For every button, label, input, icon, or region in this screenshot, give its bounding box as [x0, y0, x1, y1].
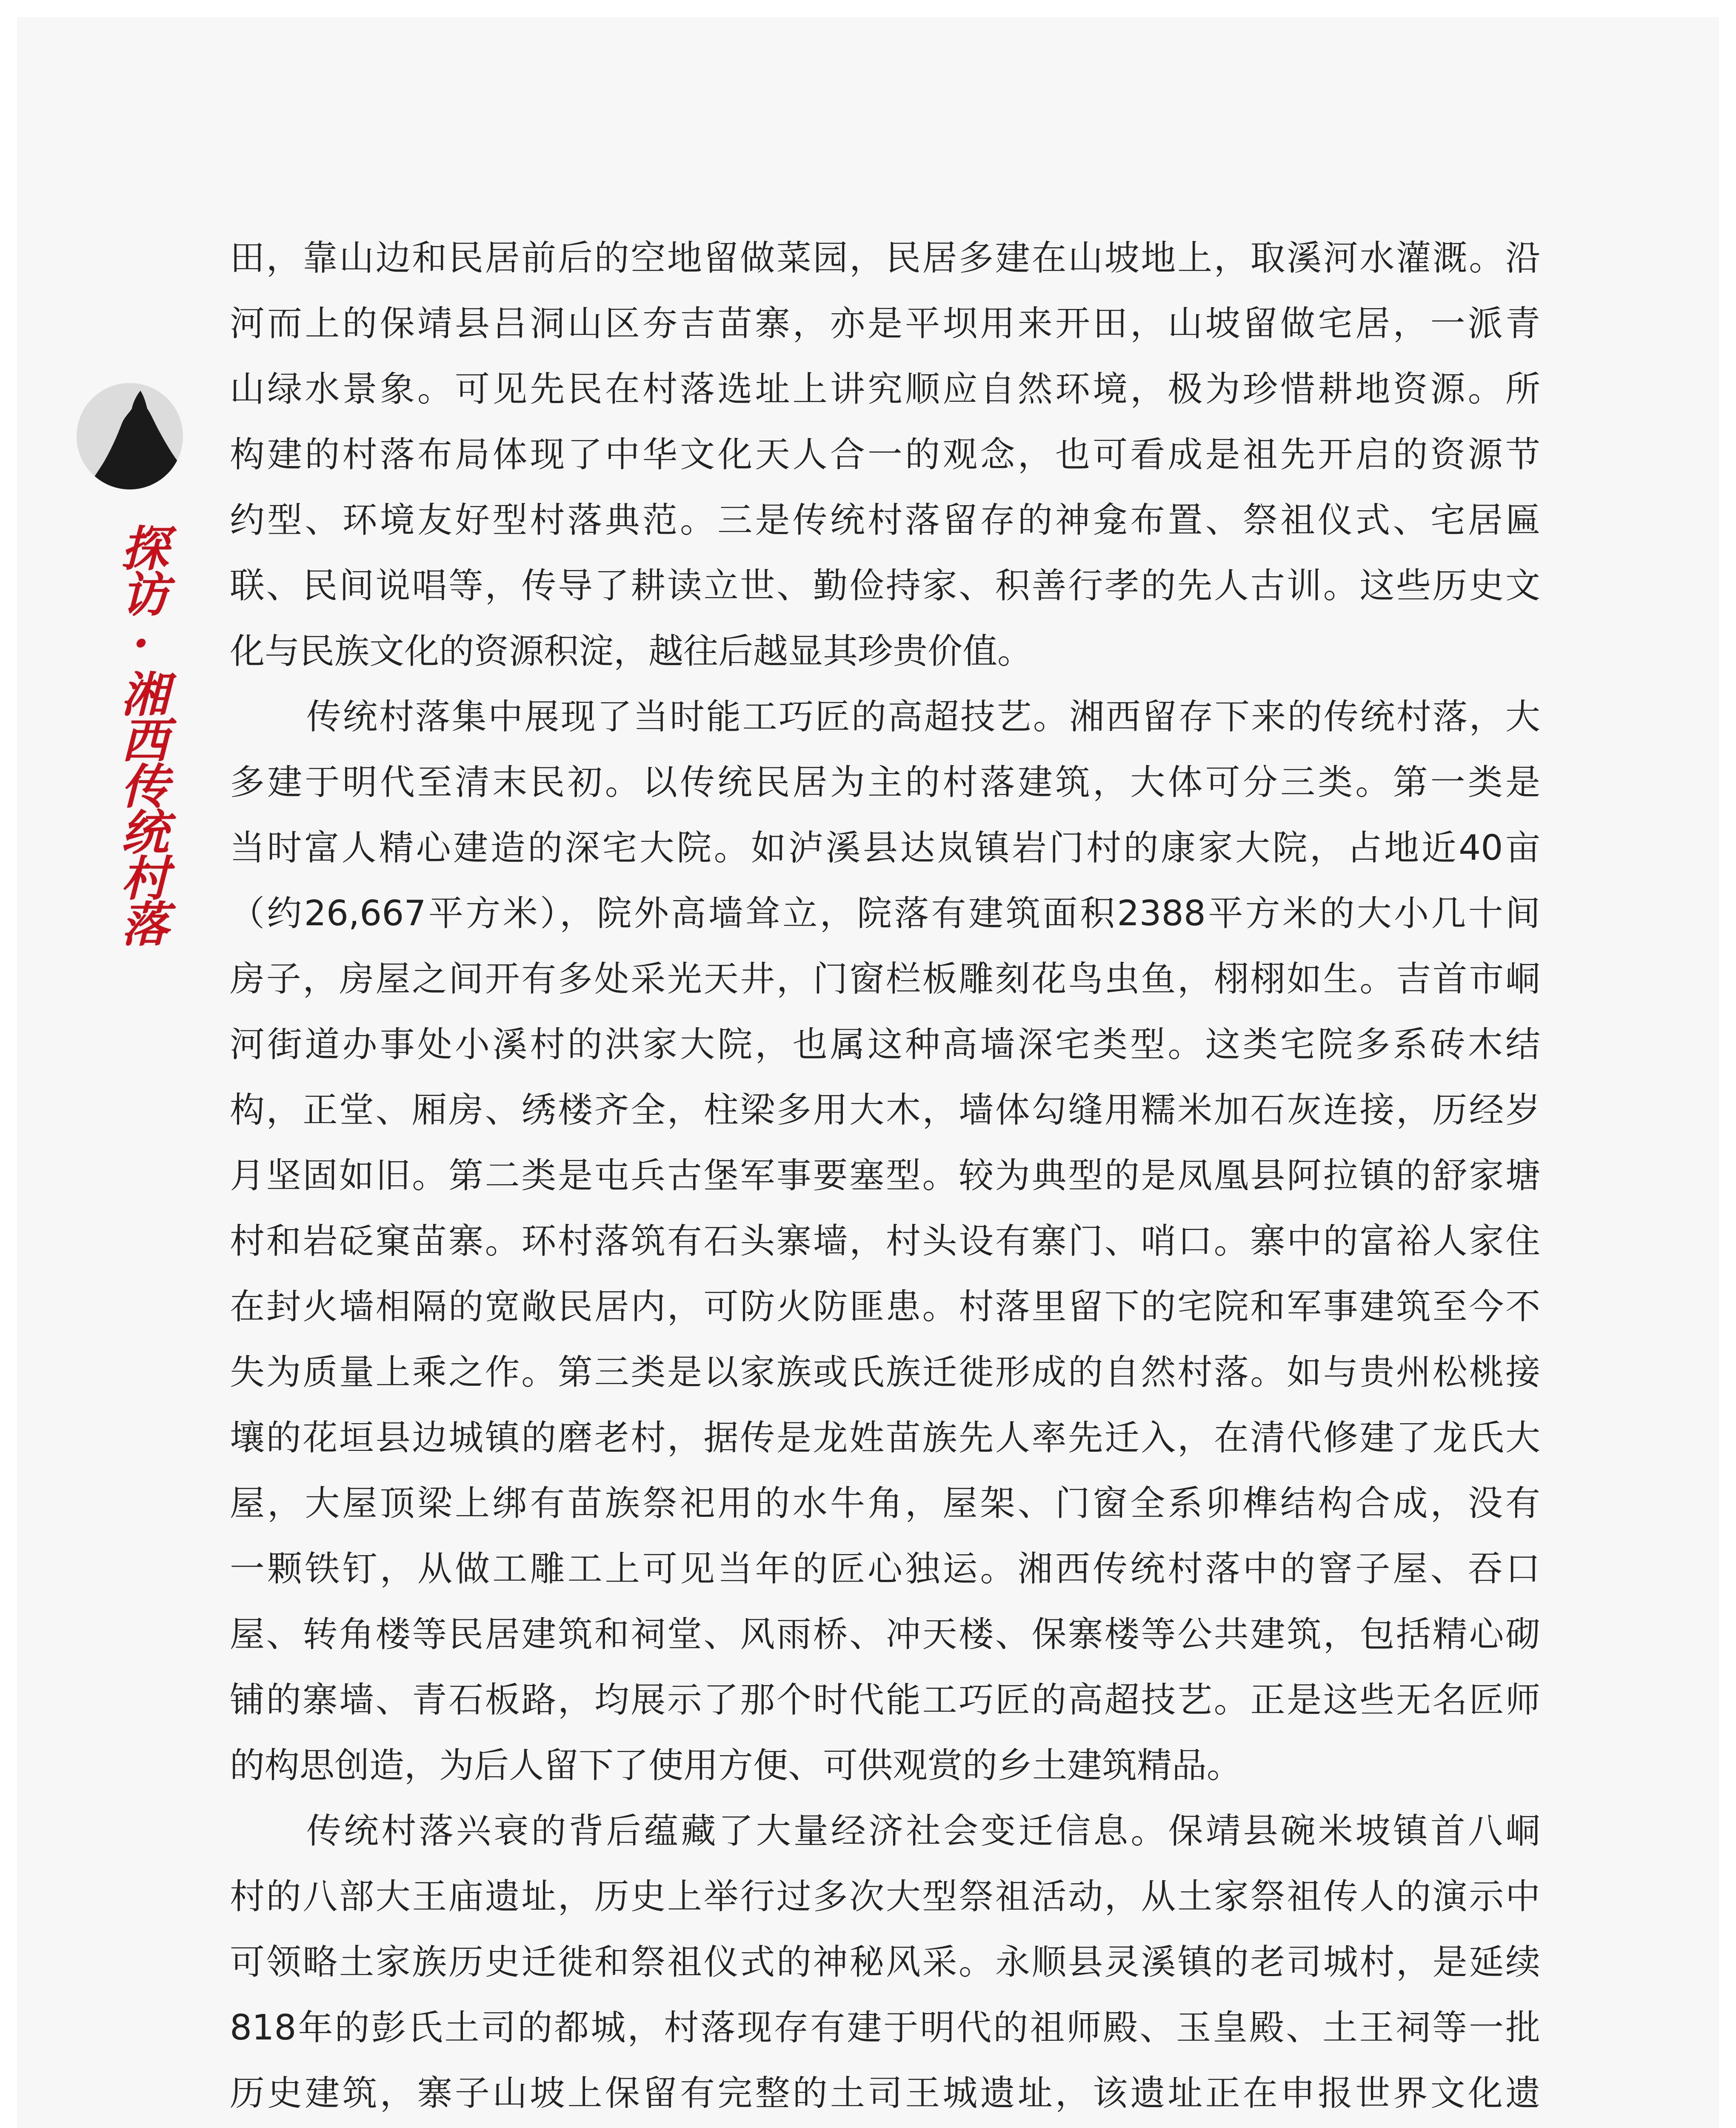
text-line: 壤的花垣县边城镇的磨老村，据传是龙姓苗族先人率先迁入，在清代修建了龙氏大	[230, 1418, 1540, 1458]
text-line: （约26,667平方米），院外高墙耸立，院落有建筑面积2388平方米的大小几十间	[230, 893, 1540, 934]
text-line: 田，靠山边和民居前后的空地留做菜园，民居多建在山坡地上，取溪河水灌溉。沿	[230, 238, 1540, 278]
text-line: 当时富人精心建造的深宅大院。如泸溪县达岚镇岩门村的康家大院，占地近40亩	[230, 828, 1540, 868]
text-line: 在封火墙相隔的宽敞民居内，可防火防匪患。村落里留下的宅院和军事建筑至今不	[230, 1287, 1540, 1327]
text-line: 历史建筑，寨子山坡上保留有完整的土司王城遗址，该遗址正在申报世界文化遗	[230, 2073, 1540, 2114]
text-line: 屋、转角楼等民居建筑和祠堂、风雨桥、冲天楼、保寨楼等公共建筑，包括精心砌	[230, 1614, 1540, 1655]
text-line: 一颗铁钉，从做工雕工上可见当年的匠心独运。湘西传统村落中的窨子屋、吞口	[230, 1549, 1540, 1589]
text-line: 构建的村落布局体现了中华文化天人合一的观念，也可看成是祖先开启的资源节	[230, 435, 1540, 475]
text-line: 房子，房屋之间开有多处采光天井，门窗栏板雕刻花鸟虫鱼，栩栩如生。吉首市峒	[230, 959, 1540, 999]
text-line: 多建于明代至清末民初。以传统民居为主的村落建筑，大体可分三类。第一类是	[230, 762, 1540, 803]
body-text	[230, 226, 1540, 2128]
text-line: 铺的寨墙、青石板路，均展示了那个时代能工巧匠的高超技艺。正是这些无名匠师	[230, 1680, 1540, 1720]
text-line: 传统村落集中展现了当时能工巧匠的高超技艺。湘西留存下来的传统村落，大	[306, 697, 1540, 737]
text-line: 化与民族文化的资源积淀，越往后越显其珍贵价值。	[230, 631, 1033, 672]
text-line: 可领略土家族历史迁徙和祭祖仪式的神秘风采。永顺县灵溪镇的老司城村，是延续	[230, 1942, 1540, 1982]
text-line: 村和岩砭窠苗寨。环村落筑有石头寨墙，村头设有寨门、哨口。寨中的富裕人家住	[230, 1221, 1540, 1261]
text-line: 村的八部大王庙遗址，历史上举行过多次大型祭祖活动，从土家祭祖传人的演示中	[230, 1876, 1540, 1917]
text-line: 河而上的保靖县吕洞山区夯吉苗寨，亦是平坝用来开田，山坡留做宅居，一派青	[230, 303, 1540, 344]
text-line: 联、民间说唱等，传导了耕读立世、勤俭持家、积善行孝的先人古训。这些历史文	[230, 566, 1540, 606]
text-line: 月坚固如旧。第二类是屯兵古堡军事要塞型。较为典型的是凤凰县阿拉镇的舒家塘	[230, 1156, 1540, 1196]
text-line: 屋，大屋顶梁上绑有苗族祭祀用的水牛角，屋架、门窗全系卯榫结构合成，没有	[230, 1483, 1540, 1524]
text-line: 构，正堂、厢房、绣楼齐全，柱梁多用大木，墙体勾缝用糯米加石灰连接，历经岁	[230, 1090, 1540, 1130]
text-line: 失为质量上乘之作。第三类是以家族或氏族迁徙形成的自然村落。如与贵州松桃接	[230, 1352, 1540, 1393]
vertical-book-title: 探访·湘西传统村落	[113, 523, 169, 945]
text-line: 的构思创造，为后人留下了使用方便、可供观赏的乡土建筑精品。	[230, 1745, 1242, 1786]
text-line: 河街道办事处小溪村的洪家大院，也属这种高墙深宅类型。这类宅院多系砖木结	[230, 1024, 1540, 1065]
text-line: 818年的彭氏土司的都城，村落现存有建于明代的祖师殿、玉皇殿、土王祠等一批	[230, 2008, 1540, 2048]
author-portrait-emblem	[77, 383, 183, 489]
silhouette-figure-icon	[77, 383, 183, 489]
text-line: 约型、环境友好型村落典范。三是传统村落留存的神龛布置、祭祖仪式、宅居匾	[230, 500, 1540, 541]
text-line: 山绿水景象。可见先民在村落选址上讲究顺应自然环境，极为珍惜耕地资源。所	[230, 369, 1540, 409]
text-line: 传统村落兴衰的背后蕴藏了大量经济社会变迁信息。保靖县碗米坡镇首八峒	[306, 1811, 1540, 1851]
text-line	[230, 2126, 1540, 2128]
